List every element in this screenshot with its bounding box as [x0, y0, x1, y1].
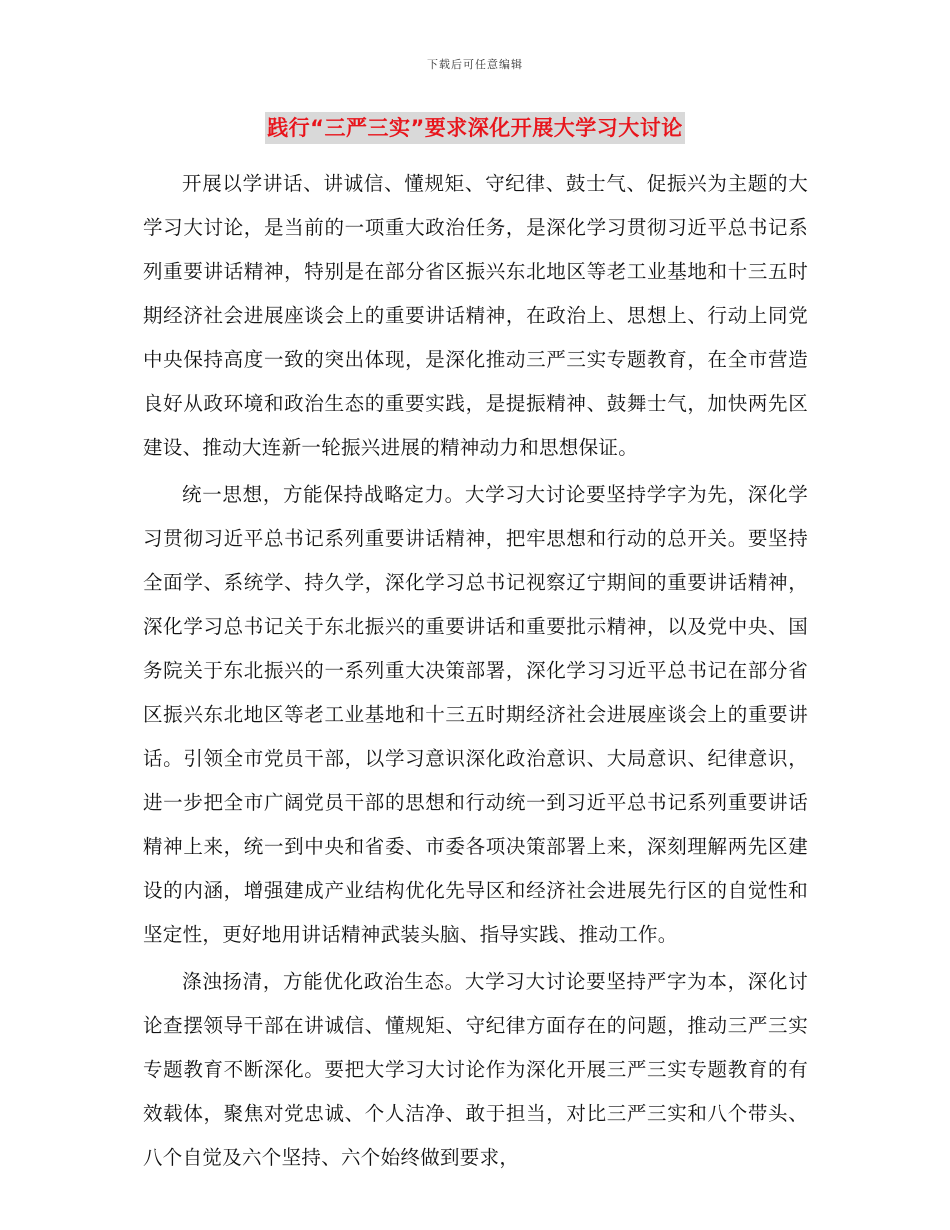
title-container	[0, 112, 950, 144]
header-note: 下载后可任意编辑	[427, 58, 523, 71]
paragraph-2: 统一思想，方能保持战略定力。大学习大讨论要坚持学字为先，深化学习贯彻习近平总书记系列重要讲话精神，把牢思想和行动的总开关。要坚持全面学、系统学、持久学，深化学习总书记视察辽宁期间的重要讲话精神，深化学习总书记关于东北振兴的重要讲话和重要批示精神，以及党中央、国务院关于东北振兴的一系列重大决策部署，深化学习习近平总书记在部分省区振兴东北地区等老工业基地和十三五时期经济社会进展座谈会上的重要讲话。引领全市党员干部，以学习意识深化政治意识、大局意识、纪律意识，进一步把全市广阔党员干部的思想和行动统一到习近平总书记系列重要讲话精神上来，统一到中央和省委、市委各项决策部署上来，深刻理解两先区建设的内涵，增强建成产业结构优化先导区和经济社会进展先行区的自觉性和坚定性，更好地用讲话精神武装头脑、指导实践、推动工作。	[143, 483, 808, 946]
paragraph-1: 开展以学讲话、讲诚信、懂规矩、守纪律、鼓士气、促振兴为主题的大学习大讨论，是当前的一项重大政治任务，是深化学习贯彻习近平总书记系列重要讲话精神，特别是在部分省区振兴东北地区等老工业基地和十三五时期经济社会进展座谈会上的重要讲话精神，在政治上、思想上、行动上同党中央保持高度一致的突出体现，是深化推动三严三实专题教育，在全市营造良好从政环境和政治生态的重要实践，是提振精神、鼓舞士气，加快两先区建设、推动大连新一轮振兴进展的精神动力和思想保证。	[143, 172, 808, 459]
document-title: 践行“三严三实”要求深化开展大学习大讨论	[265, 112, 685, 144]
document-body	[143, 162, 808, 1183]
paragraph-3: 涤浊扬清，方能优化政治生态。大学习大讨论要坚持严字为本，深化讨论查摆领导干部在讲诚信、懂规矩、守纪律方面存在的问题，推动三严三实专题教育不断深化。要把大学习大讨论作为深化开展三严三实专题教育的有效载体，聚焦对党忠诚、个人洁净、敢于担当，对比三严三实和八个带头、八个自觉及六个坚持、六个始终做到要求，	[143, 970, 808, 1169]
